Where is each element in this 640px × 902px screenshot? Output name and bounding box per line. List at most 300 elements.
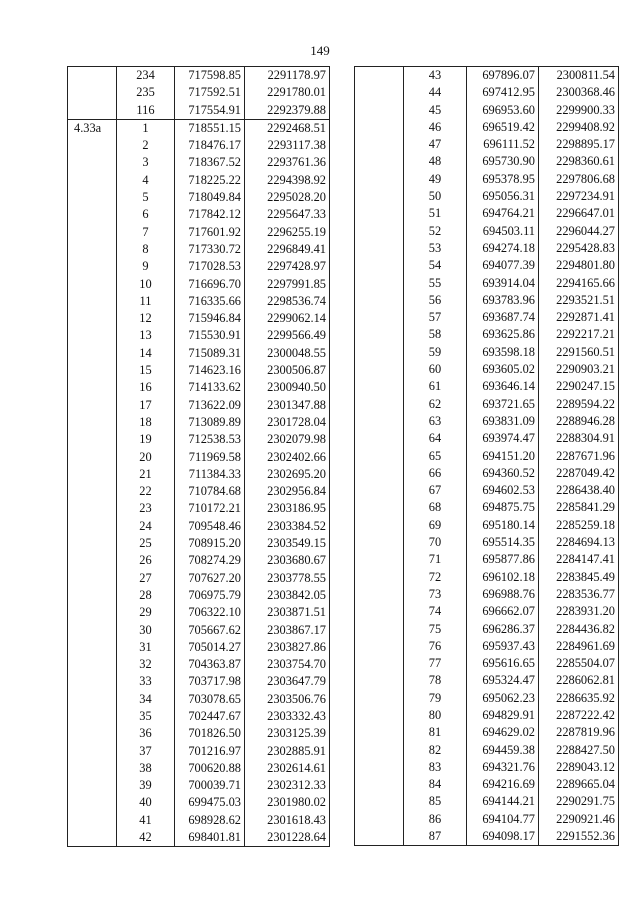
table-row: [68, 552, 330, 569]
point-number-cell: 9: [117, 258, 175, 275]
point-number-cell: 45: [404, 102, 467, 119]
table-row: [355, 188, 619, 205]
point-number-cell: 29: [117, 604, 175, 621]
parcel-cell: [68, 345, 117, 362]
y-coordinate-cell: 2303871.51: [245, 604, 330, 621]
point-number-cell: 6: [117, 206, 175, 223]
x-coordinate-cell: 696102.18: [467, 569, 539, 586]
parcel-cell: [355, 776, 404, 793]
y-coordinate-cell: 2300811.54: [539, 67, 619, 85]
parcel-cell: [355, 724, 404, 741]
x-coordinate-cell: 706975.79: [175, 587, 245, 604]
parcel-cell: [68, 276, 117, 293]
y-coordinate-cell: 2301228.64: [245, 829, 330, 847]
parcel-cell: [355, 361, 404, 378]
parcel-cell: [355, 707, 404, 724]
y-coordinate-cell: 2296647.01: [539, 205, 619, 222]
y-coordinate-cell: 2303186.95: [245, 500, 330, 517]
table-row: [68, 67, 330, 85]
parcel-cell: [68, 224, 117, 241]
parcel-cell: [355, 309, 404, 326]
y-coordinate-cell: 2301347.88: [245, 397, 330, 414]
parcel-cell: [355, 551, 404, 568]
y-coordinate-cell: 2283845.49: [539, 569, 619, 586]
parcel-cell: [68, 379, 117, 396]
point-number-cell: 35: [117, 708, 175, 725]
parcel-cell: [355, 811, 404, 828]
table-row: [355, 465, 619, 482]
table-row: [355, 569, 619, 586]
y-coordinate-cell: 2303867.17: [245, 622, 330, 639]
x-coordinate-cell: 694629.02: [467, 724, 539, 741]
table-row: [68, 535, 330, 552]
table-row: [355, 84, 619, 101]
x-coordinate-cell: 715946.84: [175, 310, 245, 327]
point-number-cell: 73: [404, 586, 467, 603]
parcel-cell: [68, 189, 117, 206]
parcel-cell: [68, 725, 117, 742]
y-coordinate-cell: 2298536.74: [245, 293, 330, 310]
x-coordinate-cell: 696988.76: [467, 586, 539, 603]
y-coordinate-cell: 2289594.22: [539, 396, 619, 413]
point-number-cell: 64: [404, 430, 467, 447]
parcel-cell: [355, 482, 404, 499]
point-number-cell: 5: [117, 189, 175, 206]
y-coordinate-cell: 2285841.29: [539, 499, 619, 516]
parcel-cell: [68, 310, 117, 327]
y-coordinate-cell: 2291560.51: [539, 344, 619, 361]
y-coordinate-cell: 2294801.80: [539, 257, 619, 274]
parcel-cell: [355, 499, 404, 516]
x-coordinate-cell: 705667.62: [175, 622, 245, 639]
point-number-cell: 56: [404, 292, 467, 309]
point-number-cell: 7: [117, 224, 175, 241]
y-coordinate-cell: 2292468.51: [245, 119, 330, 137]
y-coordinate-cell: 2289043.12: [539, 759, 619, 776]
y-coordinate-cell: 2295028.20: [245, 189, 330, 206]
y-coordinate-cell: 2298895.17: [539, 136, 619, 153]
x-coordinate-cell: 708274.29: [175, 552, 245, 569]
point-number-cell: 2: [117, 137, 175, 154]
table-row: [355, 586, 619, 603]
y-coordinate-cell: 2293761.36: [245, 154, 330, 171]
parcel-cell: [355, 153, 404, 170]
table-row: [355, 517, 619, 534]
point-number-cell: 4: [117, 172, 175, 189]
point-number-cell: 48: [404, 153, 467, 170]
y-coordinate-cell: 2294398.92: [245, 172, 330, 189]
x-coordinate-cell: 717330.72: [175, 241, 245, 258]
parcel-cell: [355, 793, 404, 810]
x-coordinate-cell: 694216.69: [467, 776, 539, 793]
parcel-cell: [68, 691, 117, 708]
parcel-cell: [68, 414, 117, 431]
table-row: [68, 743, 330, 760]
table-row: [68, 362, 330, 379]
table-row: [355, 257, 619, 274]
x-coordinate-cell: 706322.10: [175, 604, 245, 621]
point-number-cell: 82: [404, 742, 467, 759]
parcel-cell: [355, 430, 404, 447]
point-number-cell: 54: [404, 257, 467, 274]
point-number-cell: 32: [117, 656, 175, 673]
table-row: [68, 760, 330, 777]
point-number-cell: 70: [404, 534, 467, 551]
y-coordinate-cell: 2295647.33: [245, 206, 330, 223]
table-row: [355, 793, 619, 810]
x-coordinate-cell: 716335.66: [175, 293, 245, 310]
parcel-cell: [355, 742, 404, 759]
x-coordinate-cell: 694602.53: [467, 482, 539, 499]
parcel-cell: [68, 293, 117, 310]
x-coordinate-cell: 697896.07: [467, 67, 539, 85]
parcel-cell: [355, 240, 404, 257]
table-row: [68, 189, 330, 206]
y-coordinate-cell: 2286635.92: [539, 690, 619, 707]
parcel-cell: [355, 465, 404, 482]
parcel-cell: [68, 518, 117, 535]
parcel-cell: [68, 673, 117, 690]
table-row: [355, 655, 619, 672]
y-coordinate-cell: 2286438.40: [539, 482, 619, 499]
x-coordinate-cell: 696662.07: [467, 603, 539, 620]
x-coordinate-cell: 695616.65: [467, 655, 539, 672]
point-number-cell: 24: [117, 518, 175, 535]
point-number-cell: 13: [117, 327, 175, 344]
x-coordinate-cell: 703717.98: [175, 673, 245, 690]
table-row: [355, 672, 619, 689]
table-row: [355, 240, 619, 257]
table-row: [68, 829, 330, 847]
y-coordinate-cell: 2303827.86: [245, 639, 330, 656]
parcel-cell: [355, 569, 404, 586]
table-row: [68, 604, 330, 621]
x-coordinate-cell: 705014.27: [175, 639, 245, 656]
x-coordinate-cell: 718476.17: [175, 137, 245, 154]
y-coordinate-cell: 2299566.49: [245, 327, 330, 344]
table-row: [355, 603, 619, 620]
x-coordinate-cell: 718225.22: [175, 172, 245, 189]
table-row: [68, 310, 330, 327]
x-coordinate-cell: 713089.89: [175, 414, 245, 431]
y-coordinate-cell: 2290903.21: [539, 361, 619, 378]
parcel-cell: [68, 777, 117, 794]
point-number-cell: 38: [117, 760, 175, 777]
parcel-cell: [68, 794, 117, 811]
table-row: [68, 172, 330, 189]
parcel-cell: [68, 397, 117, 414]
x-coordinate-cell: 712538.53: [175, 431, 245, 448]
parcel-cell: [68, 466, 117, 483]
x-coordinate-cell: 696111.52: [467, 136, 539, 153]
x-coordinate-cell: 695730.90: [467, 153, 539, 170]
table-row: [68, 691, 330, 708]
point-number-cell: 67: [404, 482, 467, 499]
table-row: [355, 292, 619, 309]
point-number-cell: 37: [117, 743, 175, 760]
y-coordinate-cell: 2297234.91: [539, 188, 619, 205]
parcel-cell: [68, 829, 117, 847]
point-number-cell: 11: [117, 293, 175, 310]
point-number-cell: 78: [404, 672, 467, 689]
point-number-cell: 74: [404, 603, 467, 620]
point-number-cell: 50: [404, 188, 467, 205]
table-row: [355, 621, 619, 638]
point-number-cell: 61: [404, 378, 467, 395]
y-coordinate-cell: 2284436.82: [539, 621, 619, 638]
point-number-cell: 30: [117, 622, 175, 639]
table-row: [355, 499, 619, 516]
table-row: [68, 570, 330, 587]
y-coordinate-cell: 2299062.14: [245, 310, 330, 327]
x-coordinate-cell: 695324.47: [467, 672, 539, 689]
parcel-cell: [355, 275, 404, 292]
point-number-cell: 116: [117, 102, 175, 120]
point-number-cell: 80: [404, 707, 467, 724]
table-row: [68, 119, 330, 137]
x-coordinate-cell: 701216.97: [175, 743, 245, 760]
parcel-cell: [355, 378, 404, 395]
x-coordinate-cell: 699475.03: [175, 794, 245, 811]
parcel-cell: [355, 223, 404, 240]
table-row: [355, 707, 619, 724]
parcel-cell: [355, 67, 404, 85]
y-coordinate-cell: 2303680.67: [245, 552, 330, 569]
x-coordinate-cell: 713622.09: [175, 397, 245, 414]
parcel-cell: [68, 760, 117, 777]
parcel-cell: [355, 655, 404, 672]
parcel-cell: [68, 67, 117, 85]
x-coordinate-cell: 710172.21: [175, 500, 245, 517]
y-coordinate-cell: 2284961.69: [539, 638, 619, 655]
y-coordinate-cell: 2292217.21: [539, 326, 619, 343]
point-number-cell: 71: [404, 551, 467, 568]
parcel-cell: [68, 449, 117, 466]
point-number-cell: 234: [117, 67, 175, 85]
point-number-cell: 83: [404, 759, 467, 776]
y-coordinate-cell: 2303549.15: [245, 535, 330, 552]
x-coordinate-cell: 694764.21: [467, 205, 539, 222]
x-coordinate-cell: 693598.18: [467, 344, 539, 361]
y-coordinate-cell: 2284147.41: [539, 551, 619, 568]
x-coordinate-cell: 715089.31: [175, 345, 245, 362]
parcel-cell: [68, 137, 117, 154]
y-coordinate-cell: 2290921.46: [539, 811, 619, 828]
y-coordinate-cell: 2292871.41: [539, 309, 619, 326]
y-coordinate-cell: 2297991.85: [245, 276, 330, 293]
x-coordinate-cell: 698928.62: [175, 812, 245, 829]
table-row: [355, 828, 619, 846]
parcel-cell: [355, 603, 404, 620]
point-number-cell: 51: [404, 205, 467, 222]
point-number-cell: 40: [117, 794, 175, 811]
parcel-cell: [355, 102, 404, 119]
y-coordinate-cell: 2293521.51: [539, 292, 619, 309]
point-number-cell: 79: [404, 690, 467, 707]
y-coordinate-cell: 2303842.05: [245, 587, 330, 604]
y-coordinate-cell: 2297428.97: [245, 258, 330, 275]
y-coordinate-cell: 2283536.77: [539, 586, 619, 603]
table-row: [68, 258, 330, 275]
x-coordinate-cell: 695514.35: [467, 534, 539, 551]
y-coordinate-cell: 2303506.76: [245, 691, 330, 708]
table-row: [68, 379, 330, 396]
x-coordinate-cell: 693625.86: [467, 326, 539, 343]
parcel-cell: [355, 205, 404, 222]
y-coordinate-cell: 2303647.79: [245, 673, 330, 690]
parcel-cell: [355, 638, 404, 655]
x-coordinate-cell: 694144.21: [467, 793, 539, 810]
x-coordinate-cell: 718049.84: [175, 189, 245, 206]
x-coordinate-cell: 701826.50: [175, 725, 245, 742]
y-coordinate-cell: 2292379.88: [245, 102, 330, 120]
point-number-cell: 87: [404, 828, 467, 846]
parcel-cell: [68, 656, 117, 673]
table-row: [68, 777, 330, 794]
point-number-cell: 27: [117, 570, 175, 587]
table-row: [68, 483, 330, 500]
point-number-cell: 55: [404, 275, 467, 292]
y-coordinate-cell: 2300506.87: [245, 362, 330, 379]
point-number-cell: 33: [117, 673, 175, 690]
parcel-cell: [355, 171, 404, 188]
x-coordinate-cell: 696519.42: [467, 119, 539, 136]
parcel-cell: [355, 690, 404, 707]
point-number-cell: 15: [117, 362, 175, 379]
parcel-cell: [68, 154, 117, 171]
point-number-cell: 41: [117, 812, 175, 829]
y-coordinate-cell: 2286062.81: [539, 672, 619, 689]
table-row: [355, 482, 619, 499]
point-number-cell: 3: [117, 154, 175, 171]
x-coordinate-cell: 694151.20: [467, 448, 539, 465]
table-row: [68, 327, 330, 344]
table-row: [355, 119, 619, 136]
parcel-cell: [68, 241, 117, 258]
y-coordinate-cell: 2301728.04: [245, 414, 330, 431]
table-row: [355, 724, 619, 741]
y-coordinate-cell: 2296849.41: [245, 241, 330, 258]
x-coordinate-cell: 694077.39: [467, 257, 539, 274]
point-number-cell: 81: [404, 724, 467, 741]
y-coordinate-cell: 2287222.42: [539, 707, 619, 724]
table-row: [68, 673, 330, 690]
x-coordinate-cell: 700039.71: [175, 777, 245, 794]
point-number-cell: 42: [117, 829, 175, 847]
y-coordinate-cell: 2302695.20: [245, 466, 330, 483]
point-number-cell: 46: [404, 119, 467, 136]
table-row: [68, 154, 330, 171]
point-number-cell: 14: [117, 345, 175, 362]
parcel-cell: [355, 759, 404, 776]
x-coordinate-cell: 696286.37: [467, 621, 539, 638]
parcel-cell: [68, 604, 117, 621]
x-coordinate-cell: 702447.67: [175, 708, 245, 725]
table-row: [355, 153, 619, 170]
y-coordinate-cell: 2291780.01: [245, 84, 330, 101]
point-number-cell: 76: [404, 638, 467, 655]
point-number-cell: 18: [117, 414, 175, 431]
x-coordinate-cell: 717598.85: [175, 67, 245, 85]
parcel-cell: [68, 708, 117, 725]
y-coordinate-cell: 2303332.43: [245, 708, 330, 725]
y-coordinate-cell: 2296044.27: [539, 223, 619, 240]
table-row: [68, 812, 330, 829]
point-number-cell: 10: [117, 276, 175, 293]
table-row: [355, 205, 619, 222]
x-coordinate-cell: 714623.16: [175, 362, 245, 379]
x-coordinate-cell: 694098.17: [467, 828, 539, 846]
x-coordinate-cell: 694274.18: [467, 240, 539, 257]
parcel-cell: [68, 587, 117, 604]
parcel-cell: [68, 812, 117, 829]
table-row: [355, 67, 619, 85]
coordinates-table-left: [67, 66, 330, 847]
table-row: [68, 466, 330, 483]
point-number-cell: 28: [117, 587, 175, 604]
y-coordinate-cell: 2294165.66: [539, 275, 619, 292]
parcel-cell: [355, 292, 404, 309]
point-number-cell: 68: [404, 499, 467, 516]
x-coordinate-cell: 714133.62: [175, 379, 245, 396]
parcel-cell: [68, 362, 117, 379]
table-row: [355, 638, 619, 655]
point-number-cell: 235: [117, 84, 175, 101]
x-coordinate-cell: 694503.11: [467, 223, 539, 240]
parcel-cell: [355, 344, 404, 361]
page-number: 149: [310, 43, 330, 58]
point-number-cell: 85: [404, 793, 467, 810]
table-row: [68, 276, 330, 293]
y-coordinate-cell: 2288427.50: [539, 742, 619, 759]
x-coordinate-cell: 718551.15: [175, 119, 245, 137]
point-number-cell: 84: [404, 776, 467, 793]
x-coordinate-cell: 700620.88: [175, 760, 245, 777]
y-coordinate-cell: 2293117.38: [245, 137, 330, 154]
y-coordinate-cell: 2299900.33: [539, 102, 619, 119]
y-coordinate-cell: 2288304.91: [539, 430, 619, 447]
x-coordinate-cell: 694321.76: [467, 759, 539, 776]
table-row: [355, 776, 619, 793]
table-row: [68, 397, 330, 414]
x-coordinate-cell: 694360.52: [467, 465, 539, 482]
x-coordinate-cell: 717554.91: [175, 102, 245, 120]
parcel-cell: [68, 639, 117, 656]
y-coordinate-cell: 2298360.61: [539, 153, 619, 170]
table-row: [355, 223, 619, 240]
x-coordinate-cell: 693646.14: [467, 378, 539, 395]
table-row: [355, 413, 619, 430]
parcel-cell: 4.33a: [68, 119, 117, 137]
y-coordinate-cell: 2303754.70: [245, 656, 330, 673]
table-row: [355, 551, 619, 568]
table-row: [68, 241, 330, 258]
table-row: [355, 742, 619, 759]
table-row: [68, 345, 330, 362]
x-coordinate-cell: 693783.96: [467, 292, 539, 309]
point-number-cell: 59: [404, 344, 467, 361]
table-row: [68, 622, 330, 639]
parcel-cell: [68, 570, 117, 587]
point-number-cell: 72: [404, 569, 467, 586]
y-coordinate-cell: 2287049.42: [539, 465, 619, 482]
parcel-cell: [68, 102, 117, 120]
y-coordinate-cell: 2291552.36: [539, 828, 619, 846]
x-coordinate-cell: 696953.60: [467, 102, 539, 119]
x-coordinate-cell: 693831.09: [467, 413, 539, 430]
y-coordinate-cell: 2301980.02: [245, 794, 330, 811]
x-coordinate-cell: 711969.58: [175, 449, 245, 466]
